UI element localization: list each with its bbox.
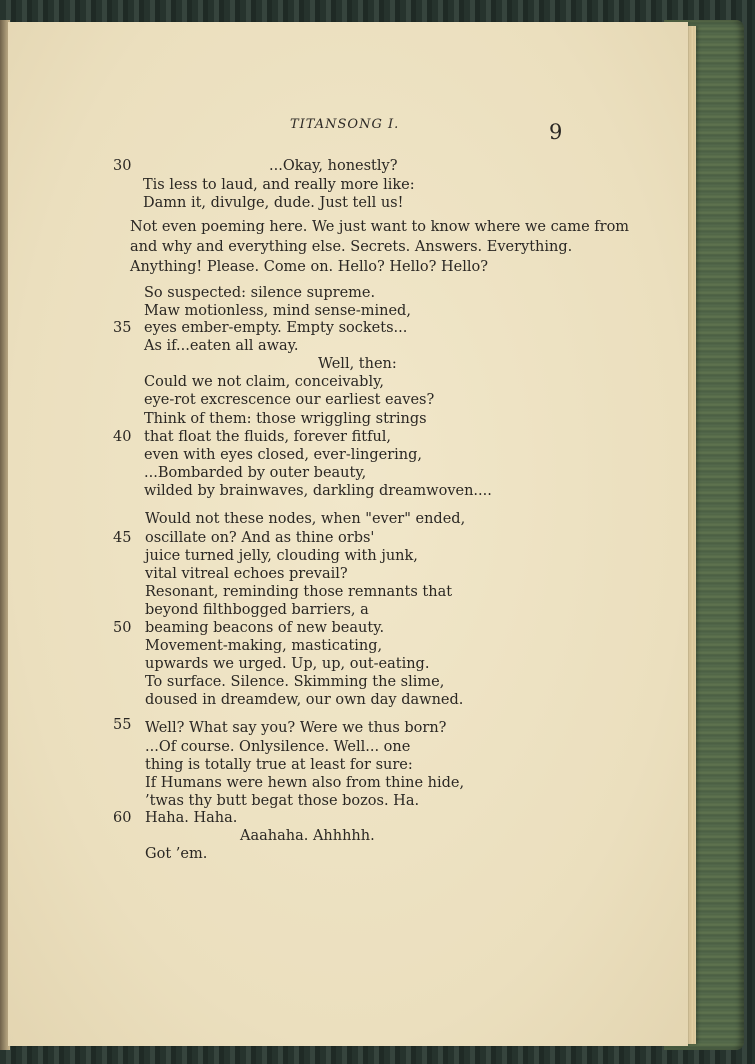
poem-line: Maw motionless, mind sense-mined, xyxy=(144,303,411,319)
poem-line: Well? What say you? Were we thus born? xyxy=(145,720,447,736)
poem-line: eye-rot excrescence our earliest eaves? xyxy=(144,392,435,408)
poem-line: thing is totally true at least for sure: xyxy=(145,757,413,773)
line-number: 40 xyxy=(113,429,132,445)
line-number: 60 xyxy=(113,810,132,826)
poem-line: that float the fluids, forever fitful, xyxy=(144,429,392,445)
line-number: 30 xyxy=(113,158,132,174)
poem-line: ...Of course. Onlysilence. Well... one xyxy=(145,739,411,755)
poem-line: Movement-making, masticating, xyxy=(145,638,383,654)
prose-line: Anything! Please. Come on. Hello? Hello? Hello? xyxy=(130,259,489,275)
line-number: 55 xyxy=(113,717,132,733)
poem-line: Think of them: those wriggling strings xyxy=(144,411,427,427)
poem-line: doused in dreamdew, our own day dawned. xyxy=(145,692,464,708)
poem-line: beyond filthbogged barriers, a xyxy=(145,602,369,618)
line-number: 35 xyxy=(113,320,132,336)
poem-line: Tis less to laud, and really more like: xyxy=(143,177,415,193)
poem-line: Resonant, reminding those remnants that xyxy=(145,584,453,600)
poem-line: upwards we urged. Up, up, out-eating. xyxy=(145,656,430,672)
running-head: TITANSONG I. xyxy=(290,117,400,132)
poem-line: vital vitreal echoes prevail? xyxy=(145,566,348,582)
poem-line: ’twas thy butt begat those bozos. Ha. xyxy=(145,793,420,809)
poem-line: Would not these nodes, when "ever" ended, xyxy=(145,511,466,527)
line-number: 45 xyxy=(113,530,132,546)
poem-line: even with eyes closed, ever-lingering, xyxy=(144,447,422,463)
poem-line: wilded by brainwaves, darkling dreamwoven.... xyxy=(144,483,492,499)
prose-line: and why and everything else. Secrets. Answers. Everything. xyxy=(130,239,573,255)
prose-line: Not even poeming here. We just want to know where we came from xyxy=(130,219,630,235)
poem-line: juice turned jelly, clouding with junk, xyxy=(145,548,418,564)
poem-line: As if...eaten all away. xyxy=(144,338,299,354)
poem-line: ...Okay, honestly? xyxy=(269,158,398,174)
poem-line: Haha. Haha. xyxy=(145,810,238,826)
poem-line: Got ’em. xyxy=(145,846,208,862)
poem-line: oscillate on? And as thine orbs' xyxy=(145,530,375,546)
poem-line: Could we not claim, conceivably, xyxy=(144,374,384,390)
poem-line: ...Bombarded by outer beauty, xyxy=(144,465,367,481)
line-number: 50 xyxy=(113,620,132,636)
poem-line: eyes ember-empty. Empty sockets... xyxy=(144,320,408,336)
poem-line: Well, then: xyxy=(318,356,397,372)
poem-line: Damn it, divulge, dude. Just tell us! xyxy=(143,195,404,211)
page-number: 9 xyxy=(549,120,563,144)
poem-line: To surface. Silence. Skimming the slime, xyxy=(145,674,445,690)
poem-line: beaming beacons of new beauty. xyxy=(145,620,385,636)
poem-line: So suspected: silence supreme. xyxy=(144,285,376,301)
poem-line: Aaahaha. Ahhhhh. xyxy=(240,828,375,844)
poem-line: If Humans were hewn also from thine hide, xyxy=(145,775,465,791)
